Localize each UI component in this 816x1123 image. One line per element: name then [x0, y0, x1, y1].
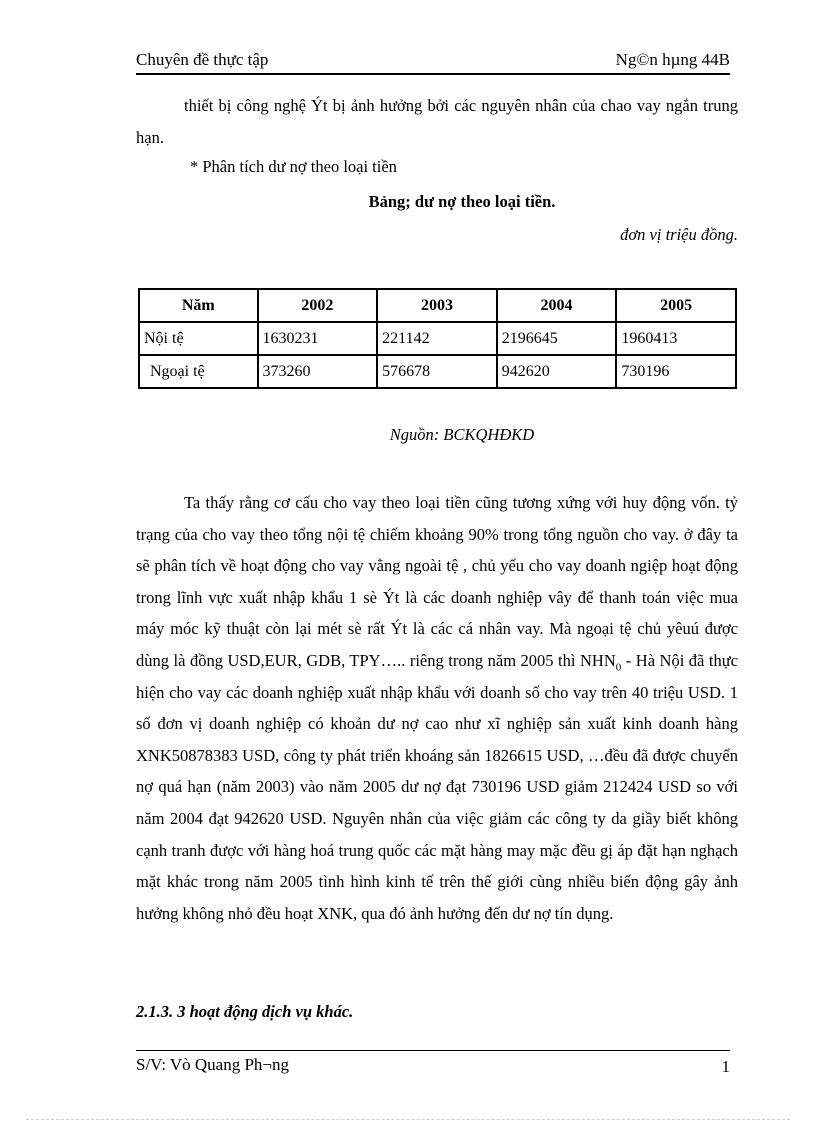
- page-footer: [136, 1055, 730, 1079]
- table-cell: 730196: [616, 355, 736, 388]
- footer-author: S/V: Vò Quang Ph¬ng: [136, 1055, 289, 1074]
- header-divider: [136, 73, 730, 75]
- header-right-text: Ng©n hµng 44B: [615, 50, 730, 69]
- table-cell: 1960413: [616, 322, 736, 355]
- table-header-cell: 2004: [497, 289, 617, 322]
- table-header-cell: 2003: [377, 289, 497, 322]
- table-cell: 576678: [377, 355, 497, 388]
- table-row: [139, 322, 736, 355]
- table-source: Nguồn: BCKQHĐKD: [389, 425, 535, 444]
- table-cell: 221142: [377, 322, 497, 355]
- table-header-cell: 2005: [616, 289, 736, 322]
- table-header-row: [139, 289, 736, 322]
- table-header-cell: Năm: [139, 289, 258, 322]
- paragraph-analysis-part2: - Hà Nội đã thực hiện cho vay các doanh nghiệp xuất nhập khẩu với doanh số cho vay trên 40 triệu USD. 1 số đơn vị doanh nghiệp có khoản dư nợ cao như xĩ nghiệp sản xuất kinh doanh hàng XNK50878383 USD, công ty phát triển khoáng sản 1826615 USD, …đều đã được chuyển nợ quá hạn (năm 2003) vào năm 2005 dư nợ đạt 730196 USD giảm 212424 USD so với năm 2004 đạt 942620 USD. Nguyên nhân của việc giảm các công ty da giầy biết không cạnh tranh được với hàng hoá trung quốc các mặt hàng may mặc đều gị áp đặt hạn nghạch mặt khác trong năm 2005 tình hình kinh tế trên thế giới cùng nhiều biến động gây ảnh hưởng không nhỏ đều hoạt XNK, qua đó ảnh hưởng đến dư nợ tín dụng.: [136, 650, 738, 923]
- bullet-analysis-heading: * Phân tích dư nợ theo loại tiền: [190, 157, 397, 176]
- table-cell: 942620: [497, 355, 617, 388]
- page-bottom-edge: [26, 1119, 790, 1120]
- paragraph-analysis-part1: Ta thấy rằng cơ cấu cho vay theo loại tiền cũng tương xứng với huy động vốn. tỷ trạng của cho vay theo tổng nội tệ chiếm khoảng 90% trong tổng nguồn cho vay. ở đây ta sẽ phân tích về hoạt động cho vay vằng ngoài tệ , chủ yếu cho vay doanh ngiệp hoạt động trong lĩnh vực xuất nhập khẩu 1 sè Ýt là các doanh nghiệp vây để thanh toán việc mua máy móc kỹ thuật còn lại mét sè rất Ýt là các cá nhân vay. Mà ngoại tệ chủ yêuú được dùng là đồng USD,EUR, GDB, TPY….. riêng trong năm 2005 thì NHN: [136, 493, 738, 670]
- table-title: Bảng; dư nợ theo loại tiền.: [368, 192, 556, 211]
- paragraph-analysis: [136, 487, 738, 929]
- footer-divider: [136, 1050, 730, 1051]
- unit-label: đơn vị triệu đồng.: [620, 225, 738, 244]
- page-number: 1: [721, 1057, 730, 1076]
- paragraph-intro: thiết bị công nghệ Ýt bị ảnh hưởng bởi các nguyên nhân của chao vay ngắn trung hạn.: [136, 96, 738, 147]
- table-cell: 2196645: [497, 322, 617, 355]
- page-header: [136, 50, 730, 74]
- table-cell: 373260: [258, 355, 378, 388]
- table-row: [139, 355, 736, 388]
- table-row-label: Ngoại tệ: [139, 355, 258, 388]
- table-row-label: Nội tệ: [139, 322, 258, 355]
- table-cell: 1630231: [258, 322, 378, 355]
- section-subheading: 2.1.3. 3 hoạt động dịch vụ khác.: [136, 1002, 354, 1021]
- table-header-cell: 2002: [258, 289, 378, 322]
- loan-by-currency-table: [138, 288, 737, 389]
- header-left-text: Chuyên đề thực tập: [136, 50, 269, 69]
- subscript-zero: 0: [615, 661, 622, 674]
